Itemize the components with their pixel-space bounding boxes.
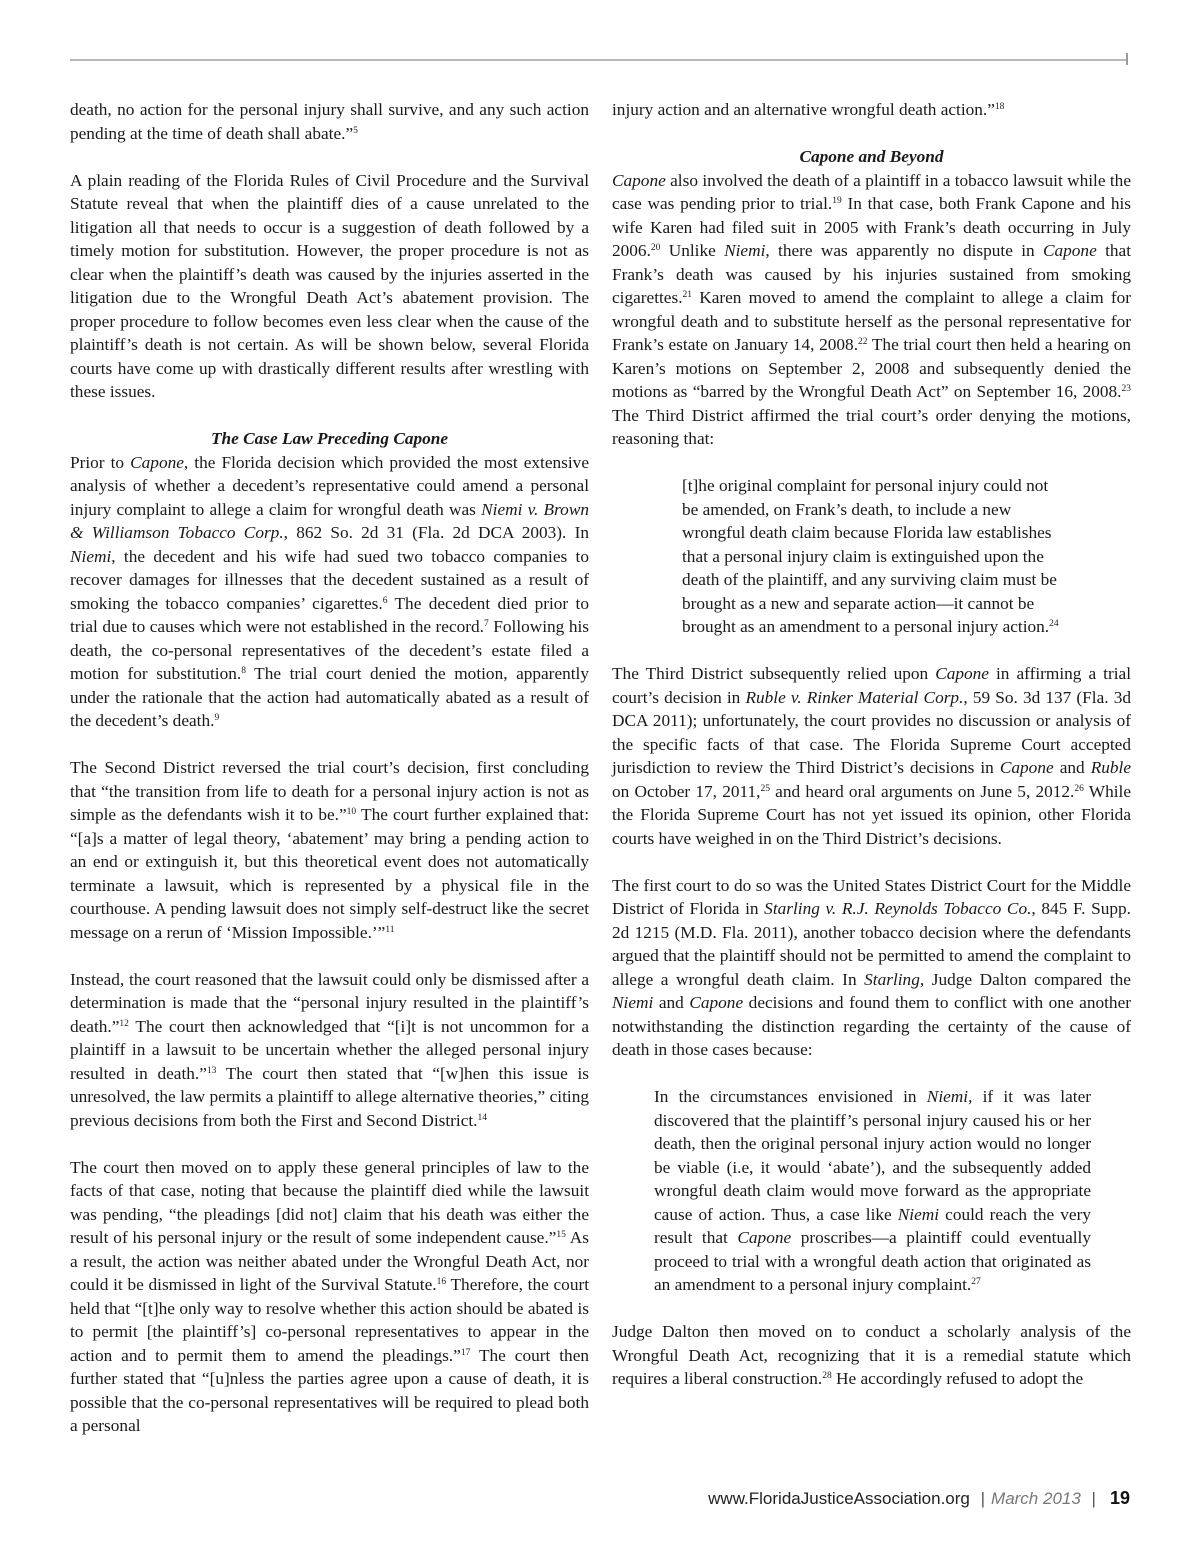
footnote-ref: 14 [477,1112,487,1123]
footer-divider: | [1091,1489,1096,1508]
footnote-ref: 6 [382,595,388,606]
page-number: 19 [1109,1488,1130,1508]
footnote-ref: 27 [971,1277,981,1287]
paragraph: The Second District reversed the trial court’s decision, first concluding that “the transition from life to death for a personal injury action is not as simple as the defendants wish it to be.”$^{10}$ The court further explained that: “[a]s a matter of legal theory, ‘abatement’ may bring a pending action to an end or extinguish it, but this theoretical event does not automatically terminate a lawsuit, which is represented by a physical file in the courthouse. A pending lawsuit does not simply self-destruct like the secret message on a rerun of ‘Mission Impossible.’”$^{11}$ [70,758,589,942]
section-heading: The Case Law Preceding Capone [210,429,449,448]
footnote-ref: 9 [214,713,220,723]
footnote-ref: 20 [650,243,661,253]
footnote-ref: 25 [760,783,770,794]
header-rule [70,59,1128,61]
footnote-ref: 7 [484,619,489,629]
footnote-ref: 5 [353,125,358,136]
header-rule-tick [1126,53,1128,65]
footnote-ref: 15 [556,1230,566,1240]
footnote-ref: 16 [436,1277,447,1287]
footnote-ref: 26 [1074,783,1084,794]
footnote-ref: 11 [385,924,395,935]
footnote-ref: 23 [1121,384,1131,394]
footnote-ref: 24 [1049,619,1059,629]
paragraph: The first court to do so was the United States District Court for the Middle District of Florida in Starling v. R.J. Reynolds Tobacco Co., 845 F. Supp. 2d 1215 (M.D. Fla. 2011), another tobacco decision where the defendants argued that the plaintiff should not be permitted to amend the complaint to allege a wrongful death claim. In Starling, Judge Dalton compared the Niemi and Capone decisions and found them to conflict with one another notwithstanding the distinction regarding the certainty of the cause of death in those cases because: [612,875,1131,1059]
paragraph: Prior to Capone, the Florida decision which provided the most extensive analysis of whether a decedent’s representative could amend a personal injury complaint to allege a claim for wrongful death was Niemi v. Brown & Williamson Tobacco Corp., 862 So. 2d 31 (Fla. 2d DCA 2003). In Niemi, the decedent and his wife had sued two tobacco companies to recover damages for illnesses that the decedent sustained as a result of smoking the tobacco companies’ cigarettes.$^6$ The decedent died prior to trial due to causes which were not established in the record.$^7$ Following his death, the co-personal representatives of the decedent’s estate filed a motion for substitution.$^8$ The trial court denied the motion, apparently under the rationale that the action had automatically abated as a result of the decedent’s death.$^9$ [70,452,589,730]
footer-divider: | [980,1489,986,1508]
footnote-ref: 13 [206,1065,217,1076]
paragraph: A plain reading of the Florida Rules of Civil Procedure and the Survival Statute reveal that when the plaintiff dies of a cause unrelated to the litigation all that needs to occur is a suggestion of death followed by a timely motion for substitution. However, the proper procedure is not as clear when the plaintiff’s death was caused by the injuries asserted in the litigation due to the Wrongful Death Act’s abatement provision. The proper procedure to follow becomes even less clear when the cause of the plaintiff’s death is not certain. As will be shown below, several Florida courts have come up with drastically different results after wrestling with these issues. [70,170,589,401]
footnote-ref: 22 [858,337,868,347]
paragraph: injury action and an alternative wrongful death action.”$^{18}$ [612,100,1005,119]
paragraph: death, no action for the personal injury shall survive, and any such action pending at the time of death shall abate.”$^5$ [70,100,589,143]
paragraph: Capone also involved the death of a plaintiff in a tobacco lawsuit while the case was pending prior to trial.$^{19}$ In that case, both Frank Capone and his wife Karen had filed suit in 2005 with Frank’s death occurring in July 2006.20 Unlike Niemi, there was apparently no dispute in Capone that Frank’s death was caused by his injuries sustained from smoking cigarettes.$^{21}$ Karen moved to amend the complaint to allege a claim for wrongful death and to substitute herself as the personal representative for Frank’s estate on January 14, 2008.22 The trial court then held a hearing on Karen’s motions on September 2, 2008 and subsequently denied the motions as “barred by the Wrongful Death Act” on September 16, 2008.23 The Third District affirmed the trial court’s order denying the motions, reasoning that: [612,170,1131,448]
section-heading: Capone and Beyond [799,147,944,166]
issue-date: March 2013 [991,1489,1081,1508]
right-column [612,98,1131,1391]
footnote-ref: 19 [832,196,842,206]
footnote-ref: 28 [822,1371,832,1381]
footnote-ref: 8 [241,666,246,676]
paragraph: Instead, the court reasoned that the lawsuit could only be dismissed after a determination is made that the “personal injury resulted in the plaintiff’s death.”$^{12}$ The court then acknowledged that “[i]t is not uncommon for a plaintiff in a lawsuit to be uncertain whether the alleged personal injury resulted in death.”$^{13}$ The court then stated that “[w]hen this issue is unresolved, the law permits a plaintiff to allege alternative theories,” citing previous decisions from both the First and Second District.$^{14}$ [70,969,589,1130]
footnote-ref: 21 [682,290,693,300]
footnote-ref: 17 [460,1347,471,1358]
footnote-ref: 10 [346,807,357,817]
footnote-ref: 12 [119,1018,129,1029]
paragraph: Judge Dalton then moved on to conduct a scholarly analysis of the Wrongful Death Act, recognizing that it is a remedial statute which requires a liberal construction.$^{28}$ He accordingly refused to adopt the [612,1322,1131,1388]
page-footer [708,1488,1130,1509]
block-quote: [t]he original complaint for personal injury could not be amended, on Frank’s death, to include a new wrongful death claim because Florida law establishes that a personal injury claim is extinguished upon the death of the plaintiff, and any surviving claim must be brought as a new and separate action—it cannot be brought as an amendment to a personal injury action.$^{24}$ [682,476,1059,636]
paragraph: The court then moved on to apply these general principles of law to the facts of that case, noting that because the plaintiff died while the lawsuit was pending, “the pleadings [did not] claim that his death was either the result of his personal injury or the result of some independent cause.”$^{15}$ As a result, the action was neither abated under the Wrongful Death Act, nor could it be dismissed in light of the Survival Statute.$^{16}$ Therefore, the court held that “[t]he only way to resolve whether this action should be abated is to permit [the plaintiff’s] co-personal representatives to appear in the action and to permit them to amend the pleadings.”$^{17}$ The court then further stated that “[u]nless the parties agree upon a cause of death, it is possible that the co-personal representatives will be required to plead both a personal [70,1157,590,1435]
website-link[interactable]: www.FloridaJusticeAssociation.org [708,1489,970,1508]
footnote-ref: 18 [994,102,1005,112]
block-quote: In the circumstances envisioned in Niemi, if it was later discovered that the plaintiff’s personal injury caused his or her death, then the original personal injury action would no longer be viable (i.e, it would ‘abate’), and the subsequently added wrongful death claim would move forward as the appropriate cause of action. Thus, a case like Niemi could reach the very result that Capone proscribes—a plaintiff could eventually proceed to trial with a wrongful death action that originated as an amendment to a personal injury complaint.$^{27}$ [654,1087,1092,1294]
paragraph: The Third District subsequently relied upon Capone in affirming a trial court’s decision in Ruble v. Rinker Material Corp., 59 So. 3d 137 (Fla. 3d DCA 2011); unfortunately, the court provides no discussion or analysis of the specific facts of that case. The Florida Supreme Court accepted jurisdiction to review the Third District’s decisions in Capone and Ruble on October 17, 2011,25 and heard oral arguments on June 5, 2012.26 While the Florida Supreme Court has not yet issued its opinion, other Florida courts have weighed in on the Third District’s decisions. [612,664,1132,848]
left-column [70,98,589,1438]
